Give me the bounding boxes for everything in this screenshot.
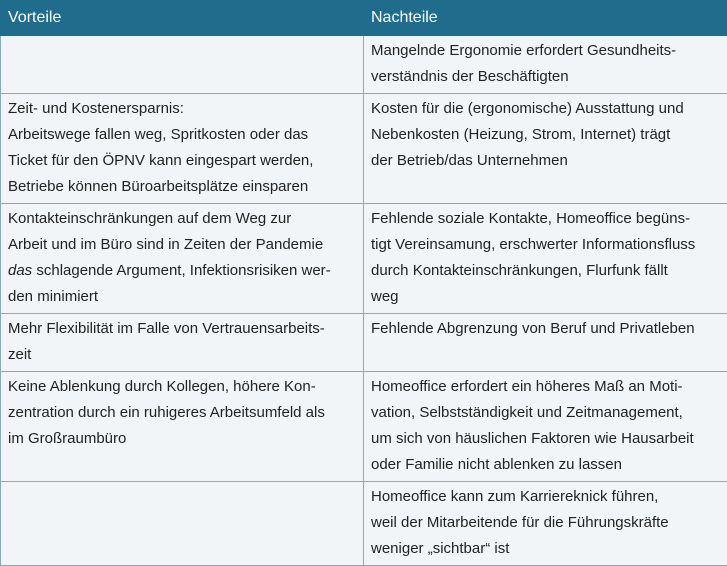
cell-text-line: der Betrieb/das Unternehmen — [371, 148, 720, 174]
table-row — [1, 36, 727, 94]
cell-text-line: Arbeitswege fallen weg, Spritkosten oder das — [8, 122, 356, 148]
table-row — [1, 314, 727, 372]
emphasis-text: das — [8, 262, 32, 279]
cell-vorteile — [1, 94, 364, 204]
header-vorteile: Vorteile — [1, 1, 364, 36]
cell-text-line — [8, 258, 356, 284]
cell-text-line: vation, Selbstständigkeit und Zeitmanagement, — [371, 400, 720, 426]
cell-text-line: weniger „sichtbar“ ist — [371, 536, 720, 562]
cell-text-line: Mangelnde Ergonomie erfordert Gesundheits- — [371, 38, 720, 64]
cell-text-line: weil der Mitarbeitende für die Führungskräfte — [371, 510, 720, 536]
cell-text-line: zentration durch ein ruhigeres Arbeitsumfeld als — [8, 400, 356, 426]
cell-nachteile — [364, 314, 727, 372]
cell-vorteile — [1, 314, 364, 372]
cell-text-line: Keine Ablenkung durch Kollegen, höhere Kon- — [8, 374, 356, 400]
cell-text-line: tigt Vereinsamung, erschwerter Informationsfluss — [371, 232, 720, 258]
cell-text-line: Fehlende Abgrenzung von Beruf und Privatleben — [371, 316, 720, 342]
cell-nachteile — [364, 204, 727, 314]
cell-nachteile — [364, 36, 727, 94]
cell-text-line: oder Familie nicht ablenken zu lassen — [371, 452, 720, 478]
table-row — [1, 94, 727, 204]
cell-text-line: im Großraumbüro — [8, 426, 356, 452]
cell-text-line: Fehlende soziale Kontakte, Homeoffice begüns- — [371, 206, 720, 232]
cell-vorteile — [1, 36, 364, 94]
cell-text-line: weg — [371, 284, 720, 310]
cell-text-line: Kosten für die (ergonomische) Ausstattung und — [371, 96, 720, 122]
table-row — [1, 372, 727, 482]
header-row — [1, 1, 727, 36]
cell-text-line: Betriebe können Büroarbeitsplätze einsparen — [8, 174, 356, 200]
cell-text-line: Nebenkosten (Heizung, Strom, Internet) trägt — [371, 122, 720, 148]
cell-text-line: verständnis der Beschäftigten — [371, 64, 720, 90]
cell-text-line: Mehr Flexibilität im Falle von Vertrauensarbeits- — [8, 316, 356, 342]
cell-text-fragment: schlagende Argument, Infektionsrisiken wer- — [32, 262, 330, 279]
header-nachteile: Nachteile — [364, 1, 727, 36]
cell-text-line: durch Kontakteinschränkungen, Flurfunk fällt — [371, 258, 720, 284]
cell-vorteile — [1, 204, 364, 314]
cell-text-line: um sich von häuslichen Faktoren wie Hausarbeit — [371, 426, 720, 452]
cell-nachteile — [364, 482, 727, 566]
cell-text-line: Arbeit und im Büro sind in Zeiten der Pandemie — [8, 232, 356, 258]
cell-text-line: Homeoffice kann zum Karriereknick führen, — [371, 484, 720, 510]
cell-vorteile — [1, 482, 364, 566]
cell-text-line: Homeoffice erfordert ein höheres Maß an Moti- — [371, 374, 720, 400]
cell-text-line: Kontakteinschränkungen auf dem Weg zur — [8, 206, 356, 232]
cell-text-line: Zeit- und Kostenersparnis: — [8, 96, 356, 122]
cell-text-line: Ticket für den ÖPNV kann eingespart werden, — [8, 148, 356, 174]
cell-text-line: den minimiert — [8, 284, 356, 310]
cell-nachteile — [364, 372, 727, 482]
table-row — [1, 482, 727, 566]
cell-nachteile — [364, 94, 727, 204]
table-row — [1, 204, 727, 314]
cell-vorteile — [1, 372, 364, 482]
cell-text-line: zeit — [8, 342, 356, 368]
